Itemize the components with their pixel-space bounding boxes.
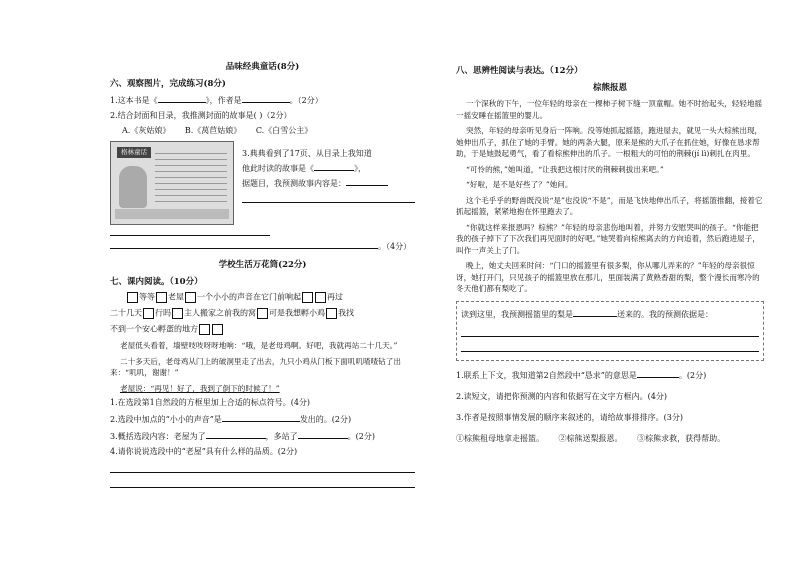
- punctuation-box[interactable]: [199, 324, 210, 335]
- answer-blank-book[interactable]: [158, 94, 206, 103]
- punctuation-box[interactable]: [212, 324, 223, 335]
- section-title-classic-tales: 品味经典童话(8分): [225, 62, 300, 72]
- reading-passage-cont: 老屋低头看着，墙壁吱吱呀呀地响：“哦，是老母鸡啊。好吧，我就再站二十几天。” 二十多天后，老母鸡从门上的破洞里走了出去，九只小鸡从门板下面叽叽喳喳钻了出来：“叽叽，谢谢！” 老屋说：“再见！好了，我到了倒下的时候了！”: [110, 341, 401, 393]
- answer-blank-author[interactable]: [242, 94, 290, 103]
- section-8-heading: 八、思辨性阅读与表达。（12分）: [456, 66, 583, 76]
- answer-line[interactable]: [461, 326, 759, 337]
- answer-blank[interactable]: [206, 430, 266, 439]
- section-7-heading: 七、课内阅读。（10分）: [110, 277, 203, 287]
- left-column: 品味经典童话(8分) 六、观察图片，完成练习(8分) 1.这本书是《 》，作者是 。（2分） 2.结合封面和目录，我推测封面的故事是( )（2分） A.《灰姑娘》 B.《莴苣姑娘》 C.《白雪公主》 格林童话 3.典典看到了17页、从目录上我知道 他此时读的故事是《 》， 据题目，我预测故事内容是： 。（4分） 学校生活万花筒(22分) 七、课内阅读。（10分） 等等 老屋 一个小小的声音在它门前响起 再过 二十几天 行吗 主人搬家之前我的窝 可是我想孵小鸡 我找 不到一个安心孵蛋的地方 老屋低头看着，墙壁吱吱呀呀地响：“哦，是老母鸡啊。好吧，我就再站二十几天。” 二十多天后，老母鸡从门上的破洞里走了出去，九只小鸡从门板下面叽叽喳喳钻了出来：“叽叽，谢谢！” 老屋说：“再见！好了，我到了倒下的时候了！” 1.在选段第1自然段的方框里加上合适的标点符号。(4分) 2.选段中加点的“小小的声音”是 发出的。(2分) 3.概括选段内容：老屋为了 ，多站了 。(2分) 4.请你说说选段中的“老屋”具有什么样的品质。(2分): [110, 60, 415, 492]
- question-2: 2.结合封面和目录，我推测封面的故事是( )（2分）: [110, 111, 292, 120]
- option-a[interactable]: A.《灰姑娘》: [122, 126, 171, 135]
- answer-blank-prediction[interactable]: [346, 177, 388, 186]
- story-paragraph: “可怜的熊，”她叫道，“让我把这根讨厌的荆棘刺拔出来吧。”: [466, 164, 664, 174]
- punctuation-box[interactable]: [326, 308, 337, 319]
- right-column: [456, 60, 764, 454]
- prediction-box: 读到这里，我预测摇篮里的梨是 送来的。我的预测依据是：: [456, 301, 764, 361]
- section-title-school-life: 学校生活万花筒(22分): [218, 260, 307, 270]
- story-paragraph: 这个毛乎乎的野兽既没说“是”也没说“不是”，而是飞快地伸出爪子，将摇篮推翻，接着它抓起摇篮，紧紧地抱在怀里跑去了。: [456, 195, 763, 216]
- punctuation-box[interactable]: [257, 308, 268, 319]
- open-book-graphic: [115, 209, 229, 219]
- story-paragraph: 一个深秋的下午，一位年轻的母亲在一棵柿子树下缝一顶童帽。她不时抬起头，轻轻地摇一摇安睡在摇篮里的婴儿。: [456, 99, 763, 120]
- story-question-2: 2.读短文，请把你预测的内容和依据写在文字方框内。(4分): [456, 391, 667, 401]
- story-question-3: 3.作者是按照事情发展的顺序来叙述的，请给故事排排序。(3分): [456, 412, 683, 422]
- story-order-options: [456, 433, 764, 444]
- table-of-contents-graphic: [155, 148, 227, 202]
- story-paragraph: 晚上，她丈夫回来时问：“门口的摇篮里有很多梨，你从哪儿弄来的？”年轻的母亲很惊讶，她打开门，只见孩子的摇篮里放在那儿，里面装满了黄熟香甜的梨，整个漫长而寒冷的冬天他们都有梨吃了。: [456, 261, 760, 293]
- punctuation-box[interactable]: [302, 292, 313, 303]
- answer-blank[interactable]: [222, 413, 300, 422]
- book-cover-image: [110, 141, 234, 225]
- story-paragraph: “你就这样来报恩吗？棕熊？”年轻的母亲悲伤地叫着，并努力安慰哭叫的孩子。“你能把我的孩子掉下了下次我们再见面时的好吧。”她哭着向棕熊离去的方向追着，然后跑进屋子，叫作一声关上了门。: [456, 222, 760, 255]
- punctuation-box[interactable]: [143, 308, 154, 319]
- reading-question-2: 2.选段中加点的“小小的声音”是 发出的。(2分): [110, 415, 352, 424]
- reading-question-1: 1.在选段第1自然段的方框里加上合适的标点符号。(4分): [110, 398, 311, 407]
- story-passage: [456, 98, 764, 295]
- section-6-heading: 六、观察图片，完成练习(8分): [110, 79, 226, 89]
- punctuation-box[interactable]: [156, 292, 167, 303]
- answer-line[interactable]: [110, 477, 415, 488]
- option-b[interactable]: B.《莴苣姑娘》: [184, 126, 242, 135]
- answer-blank-story[interactable]: [314, 162, 354, 171]
- answer-line[interactable]: [110, 240, 378, 249]
- question-2-options: [110, 126, 415, 136]
- story-question-1: 1.联系上下文，我知道第2自然段中“恳求”的意思是 。(2分): [456, 370, 707, 380]
- book-image-row: [110, 141, 415, 225]
- story-paragraph: “好啦，是不是好些了？”她问。: [466, 180, 573, 189]
- order-item-2: ②棕熊送梨报恩。: [558, 433, 623, 443]
- option-c[interactable]: C.《白雪公主》: [255, 126, 313, 135]
- reading-passage: 等等 老屋 一个小小的声音在它门前响起 再过 二十几天 行吗 主人搬家之前我的窝 可是我想孵小鸡 我找 不到一个安心孵蛋的地方: [110, 292, 354, 334]
- punctuation-box[interactable]: [127, 292, 138, 303]
- answer-blank-pear-source[interactable]: [573, 308, 617, 317]
- order-item-3: ③棕熊求救，获得帮助。: [637, 433, 726, 443]
- punctuation-box[interactable]: [185, 292, 196, 303]
- question-1: 1.这本书是《 》，作者是 。（2分）: [110, 96, 323, 105]
- order-item-1: ①棕熊租母地拿走摇篮。: [456, 433, 544, 443]
- answer-blank[interactable]: [298, 430, 348, 439]
- question-3: 3.典典看到了17页、从目录上我知道 他此时读的故事是《 》， 据题目，我预测故事内容是：: [242, 141, 415, 225]
- answer-blank[interactable]: [637, 369, 679, 378]
- answer-line[interactable]: [110, 462, 415, 473]
- reader-figure-graphic: [119, 166, 147, 208]
- answer-line[interactable]: [461, 341, 759, 352]
- story-title: 棕熊报恩: [592, 83, 627, 93]
- story-paragraph: 突然，年轻的母亲听见身后一阵响。没等她抓起摇篮，跑进屋去，就见一头大棕熊出现，她伸出爪子，抓住了她的手臂。她的两条大腿，原来是熊的大爪子在抓住她，好像在恳求帮助，于是她鼓起勇气，看了看棕熊伸出的爪子。一根粗大的可怕的荆棘(jí lì)刺扎在肉里。: [456, 126, 763, 158]
- book-cover-title: 格林童话: [117, 147, 151, 158]
- answer-line[interactable]: [242, 192, 415, 203]
- punctuation-box[interactable]: [315, 292, 326, 303]
- punctuation-box[interactable]: [172, 308, 183, 319]
- reading-question-3: 3.概括选段内容：老屋为了 ，多站了 。(2分): [110, 432, 375, 441]
- reading-question-4: 4.请你说说选段中的“老屋”具有什么样的品质。(2分): [110, 447, 298, 456]
- answer-line[interactable]: [110, 225, 270, 236]
